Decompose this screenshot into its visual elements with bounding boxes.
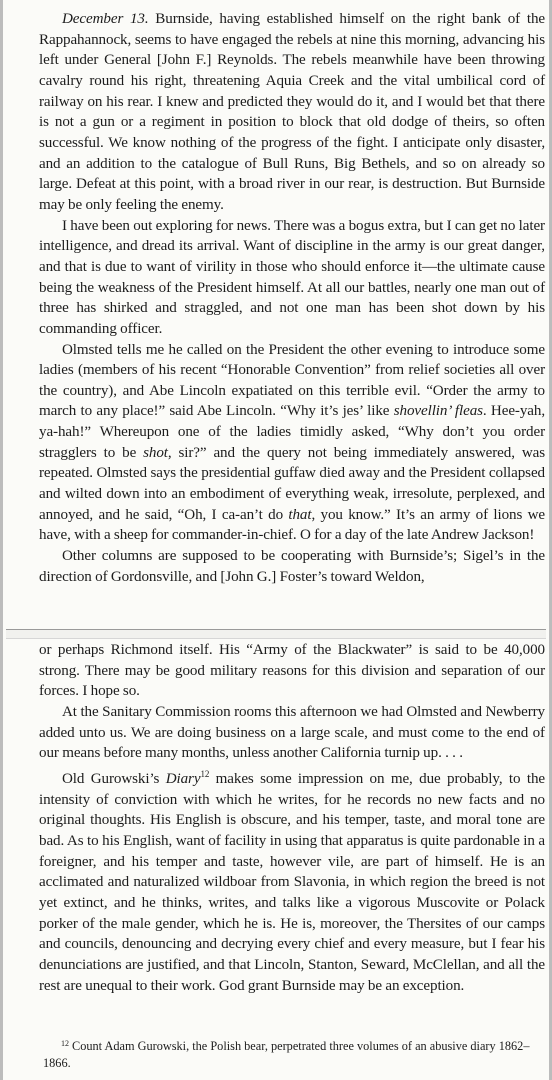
paragraph-6 — [39, 764, 545, 996]
scan-seam — [6, 629, 546, 639]
footnote-ref: 12 — [200, 768, 210, 779]
paragraph-3 — [39, 340, 545, 547]
paragraph-2: I have been out exploring for news. There was a bogus extra, but I can get no later intelligence, and dread its arrival. Want of discipline in the army is our great danger, and that is due to want of virility in those who should enforce it—the ultimate cause being the weakness of the President himself. At all our battles, nearly one man out of three has shirked and straggled, and not one man has been shot down by his commanding officer. — [39, 217, 545, 337]
paragraph-3-text-d: , you know.” It’s an army of lions we have, with a sheep for commander-in-chief. O for a day of the late Andrew Jackson! — [39, 506, 545, 544]
paragraph-3-text-a: Olmsted tells me he called on the President the other evening to introduce some ladies (members of his recent “Honorable Convention” from relief societies all over the country), and Abe Lincoln expatiated on this terrible evil. “Order the army to march to any place!” said Abe Lincoln. “Why it’s jes’ like — [39, 341, 545, 420]
footnote — [43, 1035, 545, 1072]
paragraph-3-italic-c: that — [288, 506, 312, 523]
paragraph-3-italic-a: shovellin’ fleas — [393, 403, 483, 420]
paragraph-4-continued: or perhaps Richmond itself. His “Army of the Blackwater” is said to be 40,000 strong. There may be good military reasons for this division and separation of our forces. I hope so. — [39, 642, 545, 700]
paragraph-3-text-c: , sir?” and the query not being immediately answered, was repeated. Olmsted says the presidential guffaw died away and the President collapsed and wilted down into an embodiment of everything weak, irresolute, perplexed, and annoyed, and he said, “Oh, I ca-an’t do — [39, 444, 546, 523]
footnote-text: Count Adam Gurowski, the Polish bear, perpetrated three volumes of an abusive diary 1862–1866. — [43, 1039, 530, 1070]
paragraph-4-start: Other columns are supposed to be cooperating with Burnside’s; Sigel’s in the direction of Gordonsville, and [John G.] Foster’s toward Weldon, — [39, 548, 545, 585]
paragraph-6-text-a: Old Gurowski’s — [62, 770, 166, 787]
paragraph-6-text-b: makes some impression on me, due probably, to the intensity of conviction with which he writes, for he records no new facts and no original thoughts. His English is obscure, and his temper, taste, and moral tone are bad. As to his English, want of facility in using that apparatus is quite pardonable in a foreigner, and his temper and taste, however vile, are part of himself. He is an acclimated and naturalized wildboar from Slavonia, in which region the breed is not yet extinct, and he thinks, writes, and talks like a vigorous Muscovite or Polack porker of the male gender, which he is. He is, moreover, the Thersites of our camps and councils, denouncing and decrying every chief and every measure, but I fear his denunciations are justified, and that Lincoln, Stanton, Seward, McClellan, and all the rest are unequal to their work. God grant Burnside may be an exception. — [39, 770, 545, 994]
text-column-lower — [39, 640, 545, 996]
paragraph-3-text-b: . Hee-yah, ya-hah!” Whereupon one of the ladies timidly asked, “Why don’t you order stragglers to be — [39, 403, 546, 461]
entry-date: December 13. — [62, 11, 149, 27]
paragraph-5: At the Sanitary Commission rooms this afternoon we had Olmsted and Newberry added unto us. We are doing business on a large scale, and must come to the end of our means before many months, unless another California turnip up. . . . — [39, 703, 545, 762]
text-column-upper — [39, 9, 545, 587]
footnote-number: 12 — [61, 1039, 69, 1048]
footnote-row — [43, 1035, 545, 1072]
diary-title: Diary — [165, 770, 201, 787]
paragraph-3-italic-b: shot — [143, 444, 168, 461]
paragraph-1-text: Burnside, having established himself on the right bank of the Rappahannock, seems to have engaged the rebels at nine this morning, advancing his left under General [John F.] Reynolds. The rebels meanwhile have been throwing cavalry round his right, threatening Aquia Creek and the vital umbilical cord of railway on his rear. I knew and predicted they would do it, and I would bet that there is not a gun or a regiment in position to block that old dodge of theirs, so often successful. We know nothing of the progress of the fight. I anticipate only disaster, and an addition to the catalogue of Bull Runs, Big Bethels, and so on already so large. Defeat at this point, with a broad river in our rear, is destruction. But Burnside may be only feeling the enemy. — [39, 11, 545, 213]
paragraph-1 — [39, 9, 545, 216]
